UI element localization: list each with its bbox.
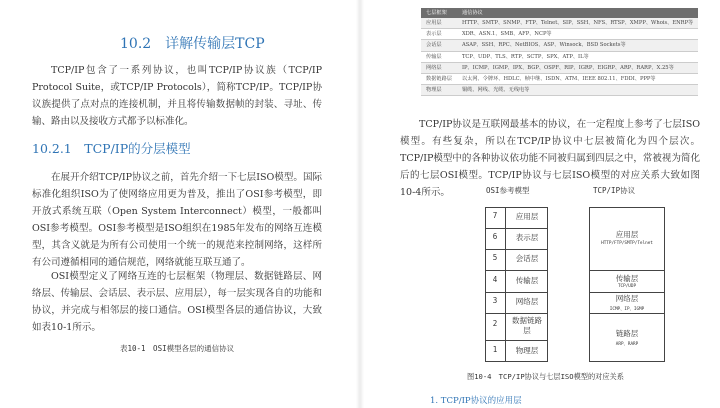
osi-layer-name: 网络层 (515, 297, 539, 306)
osi-layer-name: 物理层 (515, 346, 539, 355)
osi-layer-number: 6 (492, 232, 498, 241)
protocol-cell: IP、ICMP、IGMP、IPX、BGP、OSPF、RIP、IGRP、EIGRP、ARP、RARP、X.25等 (457, 62, 698, 73)
osi-row-line (485, 249, 548, 250)
protocol-cell: 以太网、令牌环、HDLC、帧中继、ISDN、ATM、IEEE 802.11、FDDI、PPP等 (457, 73, 698, 84)
header-protocols: 通信协议 (457, 8, 698, 18)
tcpip-row-line (589, 313, 665, 314)
protocol-cell: XDR、ASN.1、SMB、AFP、NCP等 (457, 29, 698, 40)
osi-layer-name: 传输层 (515, 276, 539, 285)
right-page (360, 0, 720, 408)
table-row (421, 40, 698, 51)
osi-row-line (485, 228, 548, 229)
osi-row-line (485, 340, 548, 341)
section-heading: 10.2 详解传输层TCP (120, 36, 265, 52)
header-layer: 七层框架 (421, 8, 457, 18)
table-caption: 表10-1 OSI模型各层的通信协议 (120, 344, 235, 353)
tcpip-layer-protocols: HTTP/FTP/SMTP/Telnet (601, 241, 653, 246)
tcpip-layer-name: 链路层 (615, 329, 639, 338)
layer-cell: 数据链路层 (421, 73, 457, 84)
osi-layer-name: 应用层 (515, 212, 539, 221)
figure-caption: 图10-4 TCP/IP协议与七层ISO模型的对应关系 (467, 372, 624, 381)
protocol-table-header (421, 8, 698, 18)
osi-divider (505, 207, 506, 362)
osi-header: OSI参考模型 (486, 186, 530, 195)
protocol-cell: HTTP、SMTP、SNMP、FTP、Telnet、SIP、SSH、NFS、RTSP、XMPP、Whois、ENRP等 (457, 18, 698, 29)
osi-layers-paragraph: OSI模型定义了网络互连的七层框架（物理层、数据链路层、网络层、传输层、会话层、表示层、应用层），每一层实现各自的功能和协议，并完成与相邻层的接口通信。OSI模型各层的通信协议，大致如表10-1所示。 (32, 271, 322, 333)
protocol-cell: TCP、UDP、TLS、RTP、SCTP、SPX、ATP、IL等 (457, 51, 698, 62)
subsection-heading: 10.2.1 TCP/IP的分层模型 (32, 141, 191, 156)
table-row (421, 18, 698, 29)
protocol-cell: 铜缆、网线、光缆、无线电等 (457, 85, 698, 96)
tcpip-layer-protocols: ARP、RARP (615, 342, 639, 347)
tcpip-layer-name: 网络层 (615, 294, 639, 303)
table-row (421, 51, 698, 62)
osi-layer-number: 3 (492, 296, 498, 305)
tcpip-header: TCP/IP协议 (593, 186, 636, 195)
tcpip-layer-protocols: ICMP、IP、IGMP (609, 307, 645, 312)
tcpip-paragraph: TCP/IP协议是互联网最基本的协议，在一定程度上参考了七层ISO模型。有些复杂，所以在TCP/IP协议中七层被简化为四个层次。TCP/IP模型中的各种协议依功能不同被归属到四层之中，常被视为简化后的七层OSI模型。TCP/IP协议与七层ISO模型的对应关系大致如图10-4所示。 (400, 119, 700, 198)
tcpip-layer-name: 传输层 (615, 274, 639, 283)
osi-tcpip-diagram (485, 185, 685, 365)
osi-layer-name: 数据链路层 (512, 316, 542, 335)
osi-layer-name: 表示层 (515, 233, 539, 242)
protocol-cell: ASAP、SSH、RPC、NetBIOS、ASP、Winsock、BSD Sockets等 (457, 40, 698, 51)
table-row (421, 62, 698, 73)
osi-layer-number: 1 (492, 345, 498, 354)
osi-layer-number: 4 (492, 275, 498, 284)
next-section-link[interactable]: 1. TCP/IP协议的应用层 (430, 396, 522, 406)
osi-layer-number: 2 (492, 319, 498, 328)
tcpip-row-line (589, 270, 665, 271)
osi-intro-paragraph: 在展开介绍TCP/IP协议之前，首先介绍一下七层ISO模型。国际标准化组织ISO为了使网络应用更为普及，推出了OSI参考模型，即开放式系统互联（Open System Interconnect）模型，一般都叫OSI参考模型。OSI参考模型是ISO组织在1985年发布的网络互连模型，其含义就是为所有公司使用一个统一的规范来控制网络，这样所有公司遵循相同的通信规范，网络就能互联互通了。 (32, 172, 322, 268)
tcpip-layer-name: 应用层 (615, 230, 639, 239)
table-row (421, 73, 698, 84)
osi-row-line (485, 292, 548, 293)
osi-layer-number: 5 (492, 253, 498, 262)
layer-cell: 网络层 (421, 62, 457, 73)
intro-paragraph: TCP/IP包含了一系列协议，也叫TCP/IP协议族（TCP/IP Protocol Suite，或TCP/IP Protocols），简称TCP/IP。TCP/IP协议族提供了点对点的连接机制，并且将传输数据帧的封装、寻址、传输、路由以及接收方式都予以标准化。 (32, 65, 322, 127)
osi-layer-name: 会话层 (515, 254, 539, 263)
protocol-table (421, 8, 698, 96)
layer-cell: 应用层 (421, 18, 457, 29)
layer-cell: 表示层 (421, 29, 457, 40)
layer-cell: 会话层 (421, 40, 457, 51)
layer-cell: 物理层 (421, 85, 457, 96)
osi-row-line (485, 313, 548, 314)
tcpip-layer-protocols: TCP/UDP (617, 284, 637, 289)
table-row (421, 85, 698, 96)
layer-cell: 传输层 (421, 51, 457, 62)
osi-row-line (485, 270, 548, 271)
table-row (421, 29, 698, 40)
osi-layer-number: 7 (492, 211, 498, 220)
